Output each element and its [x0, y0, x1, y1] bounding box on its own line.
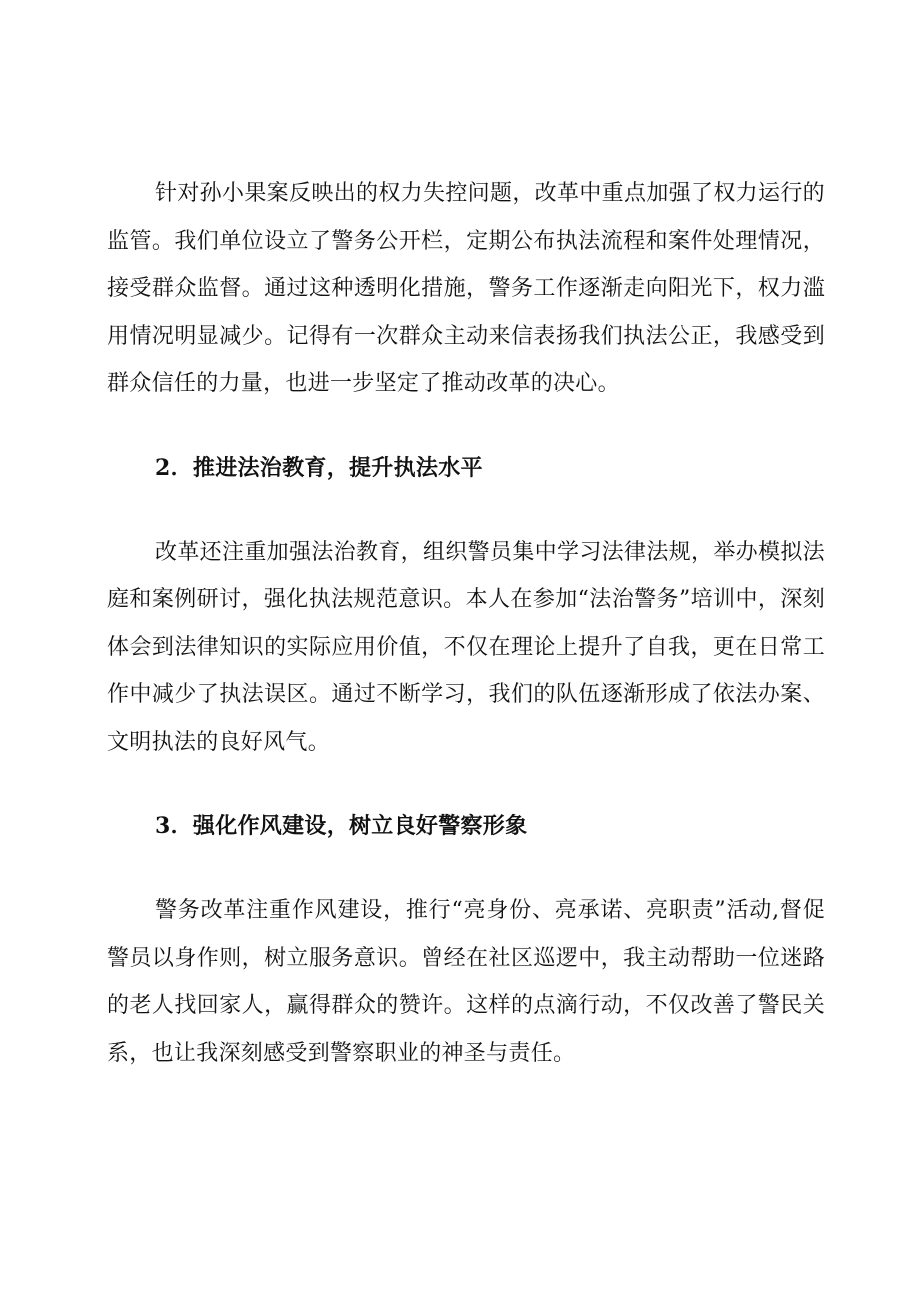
section-heading-legal-education: 2．推进法治教育，提升执法水平: [155, 454, 483, 481]
paragraph-legal-education: 改革还注重加强法治教育，组织警员集中学习法律法规，举办模拟法庭和案例研讨，强化执法规范意识。本人在参加“法治警务”培训中，深刻体会到法律知识的实际应用价值，不仅在理论上提升了自我，更在日常工作中减少了执法误区。通过不断学习，我们的队伍逐渐形成了依法办案、文明执法的良好风气。: [107, 539, 825, 755]
spacer: [107, 408, 825, 445]
section-heading-work-style: 3．强化作风建设，树立良好警察形象: [155, 813, 528, 839]
paragraph-power-supervision: 针对孙小果案反映出的权力失控问题，改革中重点加强了权力运行的监管。我们单位设立了警务公开栏，定期公布执法流程和案件处理情况，接受群众监督。通过这种透明化措施，警务工作逐渐走向阳光下，权力滥用情况明显减少。记得有一次群众主动来信表扬我们执法公正，我感受到群众信任的力量，也进一步坚定了推动改革的决心。: [107, 181, 825, 396]
spacer: [107, 492, 825, 529]
spacer: [107, 766, 825, 803]
spacer: [107, 850, 825, 887]
paragraph-work-style: 警务改革注重作风建设，推行“亮身份、亮承诺、亮职责”活动,督促警员以身作则，树立服务意识。曾经在社区巡逻中，我主动帮助一位迷路的老人找回家人，赢得群众的赞许。这样的点滴行动，不仅改善了警民关系，也让我深刻感受到警察职业的神圣与责任。: [107, 898, 825, 1066]
document-body: [107, 170, 825, 1077]
